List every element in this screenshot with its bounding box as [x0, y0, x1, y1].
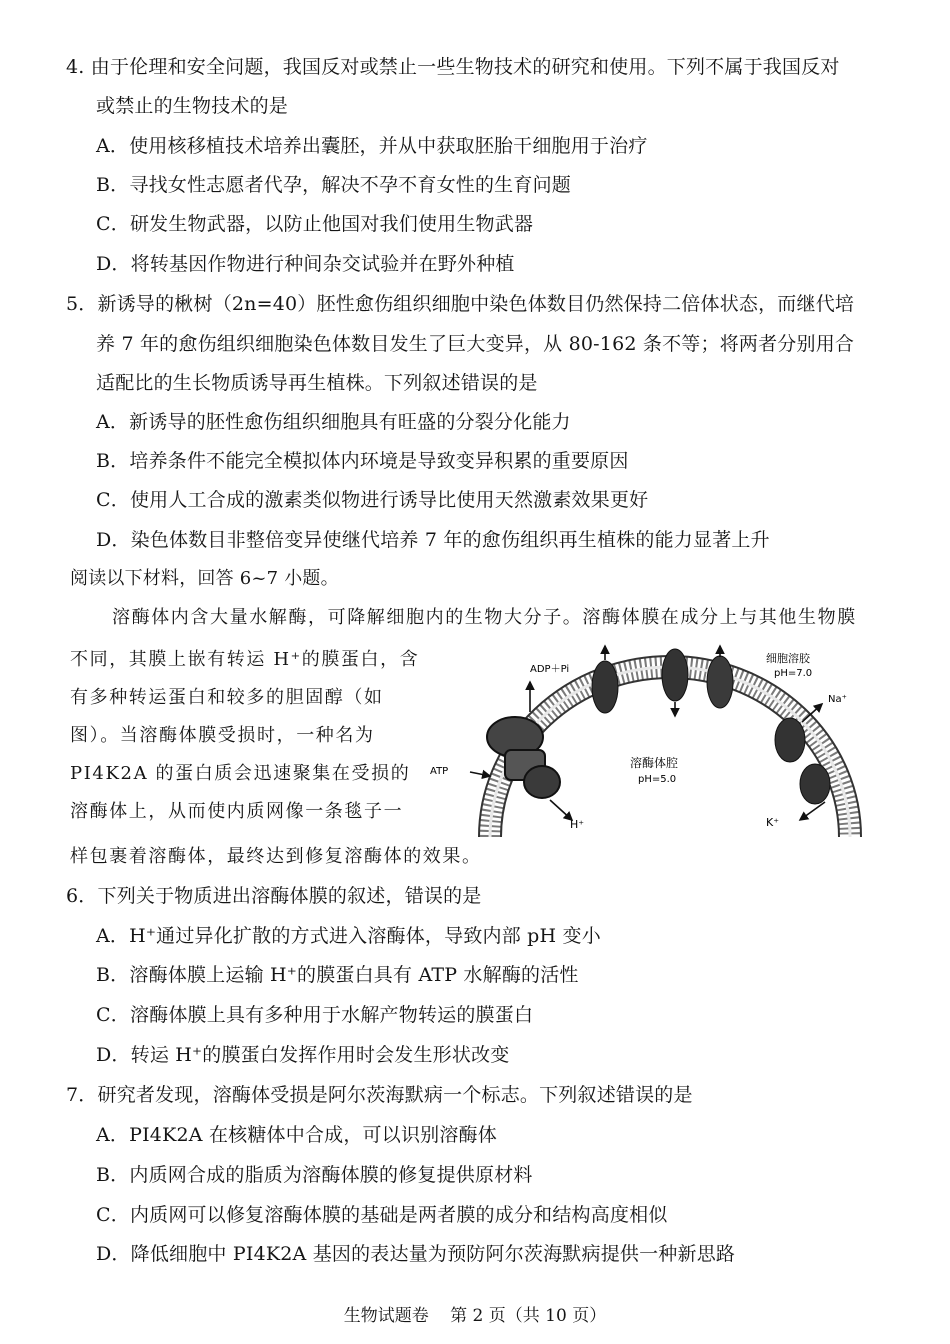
passage-line4: 图）。当溶酶体膜受损时，一种名为 — [70, 725, 375, 746]
lysosome-membrane-diagram — [430, 642, 880, 842]
q4-stem-line2: 或禁止的生物技术的是 — [96, 95, 289, 117]
q5-stem-line3: 适配比的生长物质诱导再生植株。下列叙述错误的是 — [96, 372, 538, 394]
q7-option-a: A．PI4K2A 在核糖体中合成，可以识别溶酶体 — [96, 1124, 497, 1146]
cytosol-ph: pH=7.0 — [774, 668, 813, 679]
channel-protein-1 — [592, 661, 618, 713]
atp-label: ATP — [430, 766, 449, 777]
q7-option-c: C．内质网可以修复溶酶体膜的基础是两者膜的成分和结构高度相似 — [96, 1204, 668, 1226]
adp-label: ADP＋Pi — [530, 664, 570, 675]
q4-option-c: C．研发生物武器，以防止他国对我们使用生物武器 — [96, 213, 534, 235]
q7-option-d: D．降低细胞中 PI4K2A 基因的表达量为预防阿尔茨海默病提供一种新思路 — [96, 1243, 736, 1265]
q5-option-b: B．培养条件不能完全模拟体内环境是导致变异积累的重要原因 — [96, 450, 629, 472]
q4-stem-line1: 4. 由于伦理和安全问题，我国反对或禁止一些生物技术的研究和使用。下列不属于我国反对 — [66, 56, 840, 78]
channel-protein-5 — [800, 764, 830, 804]
q5-option-c: C．使用人工合成的激素类似物进行诱导比使用天然激素效果更好 — [96, 489, 649, 511]
channel-protein-4 — [775, 718, 805, 762]
q6-stem: 6．下列关于物质进出溶酶体膜的叙述，错误的是 — [66, 885, 482, 907]
q4-option-a: A．使用核移植技术培养出囊胚，并从中获取胚胎干细胞用于治疗 — [96, 135, 648, 157]
q5-stem-line1: 5．新诱导的楸树（2n=40）胚性愈伤组织细胞中染色体数目仍然保持二倍体状态，而继代培 — [66, 293, 855, 315]
reading-intro: 阅读以下材料，回答 6~7 小题。 — [70, 568, 339, 589]
k-ion-label: K⁺ — [766, 816, 780, 829]
passage-line6: 溶酶体上，从而使内质网像一条毯子一 — [70, 801, 404, 822]
passage-line2: 不同，其膜上嵌有转运 H⁺的膜蛋白，含 — [70, 649, 420, 670]
q6-option-d: D．转运 H⁺的膜蛋白发挥作用时会发生形状改变 — [96, 1044, 510, 1066]
q6-option-a: A．H⁺通过异化扩散的方式进入溶酶体，导致内部 pH 变小 — [96, 925, 601, 947]
passage-line5: PI4K2A 的蛋白质会迅速聚集在受损的 — [70, 763, 411, 784]
page-footer — [0, 1301, 950, 1326]
channel-protein-2 — [662, 649, 688, 701]
q7-stem: 7．研究者发现，溶酶体受损是阿尔茨海默病一个标志。下列叙述错误的是 — [66, 1084, 693, 1106]
q5-option-d: D．染色体数目非整倍变异使继代培养 7 年的愈伤组织再生植株的能力显著上升 — [96, 529, 770, 551]
channel-protein-3 — [707, 656, 733, 708]
q4-option-b: B．寻找女性志愿者代孕，解决不孕不育女性的生育问题 — [96, 174, 571, 196]
lumen-label: 溶酶体腔 — [630, 756, 679, 770]
q6-option-c: C．溶酶体膜上具有多种用于水解产物转运的膜蛋白 — [96, 1004, 534, 1026]
passage-line1: 溶酶体内含大量水解酶，可降解细胞内的生物大分子。溶酶体膜在成分上与其他生物膜 — [112, 607, 857, 628]
q5-option-a: A．新诱导的胚性愈伤组织细胞具有旺盛的分裂分化能力 — [96, 411, 571, 433]
q5-stem-line2: 养 7 年的愈伤组织细胞染色体数目发生了巨大变异，从 80-162 条不等；将两者分别用合 — [96, 333, 855, 355]
footer-page-number: 第 2 页（共 10 页） — [450, 1306, 607, 1326]
q6-option-b: B．溶酶体膜上运输 H⁺的膜蛋白具有 ATP 水解酶的活性 — [96, 964, 579, 986]
q4-option-d: D．将转基因作物进行种间杂交试验并在野外种植 — [96, 253, 515, 275]
footer-subject: 生物试题卷 — [343, 1306, 429, 1326]
passage-line7: 样包裹着溶酶体，最终达到修复溶酶体的效果。 — [70, 846, 482, 867]
q7-option-b: B．内质网合成的脂质为溶酶体膜的修复提供原材料 — [96, 1164, 533, 1186]
passage-line3: 有多种转运蛋白和较多的胆固醇（如 — [70, 687, 384, 708]
h-ion-label: H⁺ — [570, 818, 585, 831]
cytosol-label: 细胞溶胶 — [766, 652, 810, 665]
lumen-ph: pH=5.0 — [638, 774, 677, 785]
na-ion-label: Na⁺ — [828, 694, 847, 705]
